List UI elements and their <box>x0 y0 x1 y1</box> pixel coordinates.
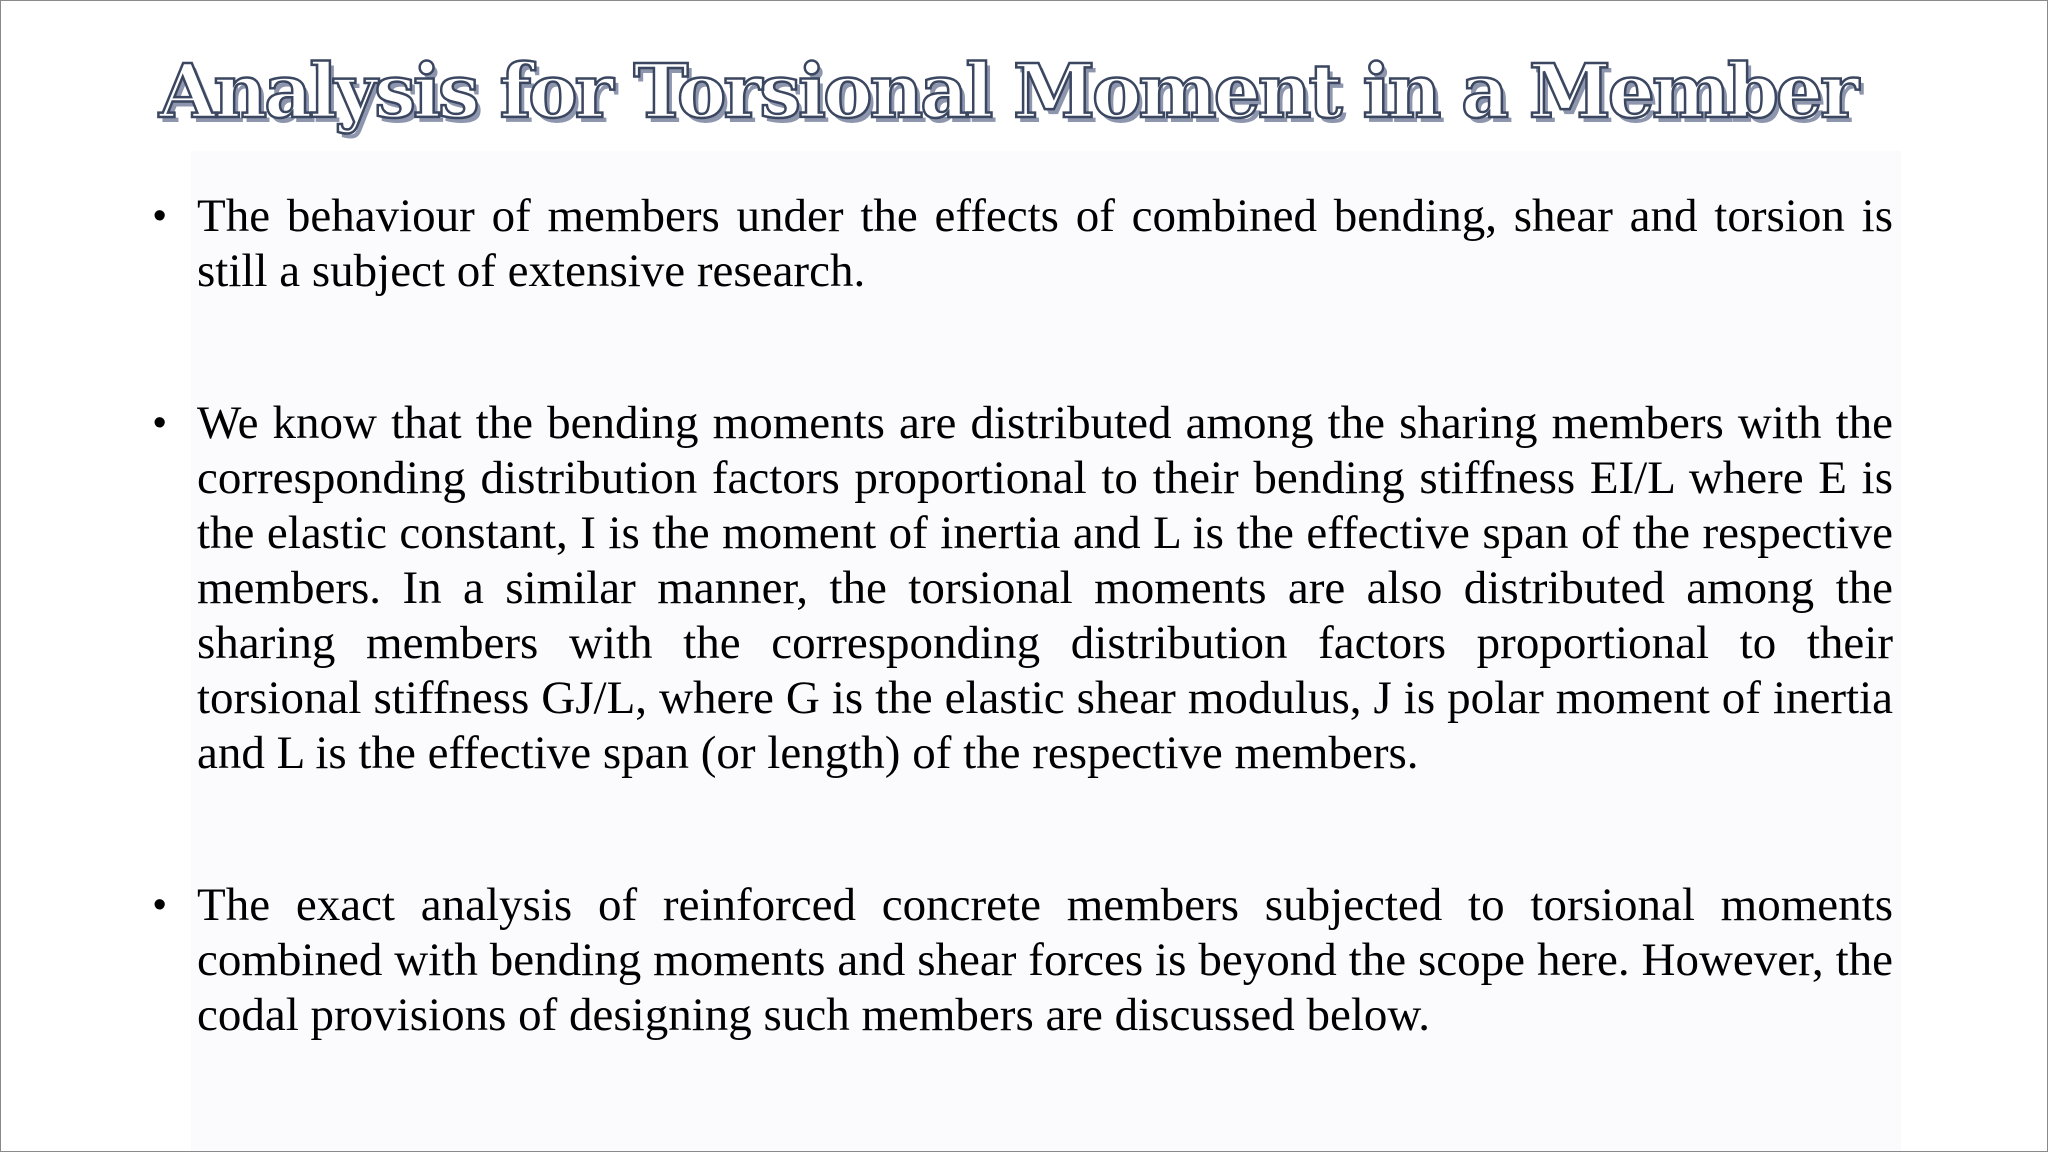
bullet-dot-icon: • <box>153 195 167 237</box>
bullet-dot-icon: • <box>153 402 167 444</box>
bullet-text: The behaviour of members under the effects of combined bending, shear and torsion is still a subject of extensive research. <box>197 190 1893 297</box>
bullet-item <box>153 396 1893 781</box>
bullet-text: We know that the bending moments are distributed among the sharing members with the corresponding distribution factors proportional to their bending stiffness EI/L where E is the elastic constant, I is the moment of inertia and L is the effective span of the respective members. In a similar manner, the torsional moments are also distributed among the sharing members with the corresponding distribution factors proportional to their torsional stiffness GJ/L, where G is the elastic shear modulus, J is polar moment of inertia and L is the effective span (or length) of the respective members. <box>197 397 1893 779</box>
slide-title: Analysis for Torsional Moment in a Member <box>159 49 1856 135</box>
bullet-list <box>153 189 1893 1043</box>
bullet-item <box>153 878 1893 1043</box>
bullet-dot-icon: • <box>153 884 167 926</box>
bullet-text: The exact analysis of reinforced concrete members subjected to torsional moments combined with bending moments and shear forces is beyond the scope here. However, the codal provisions of designing such members are discussed below. <box>197 879 1893 1041</box>
bullet-item <box>153 189 1893 299</box>
